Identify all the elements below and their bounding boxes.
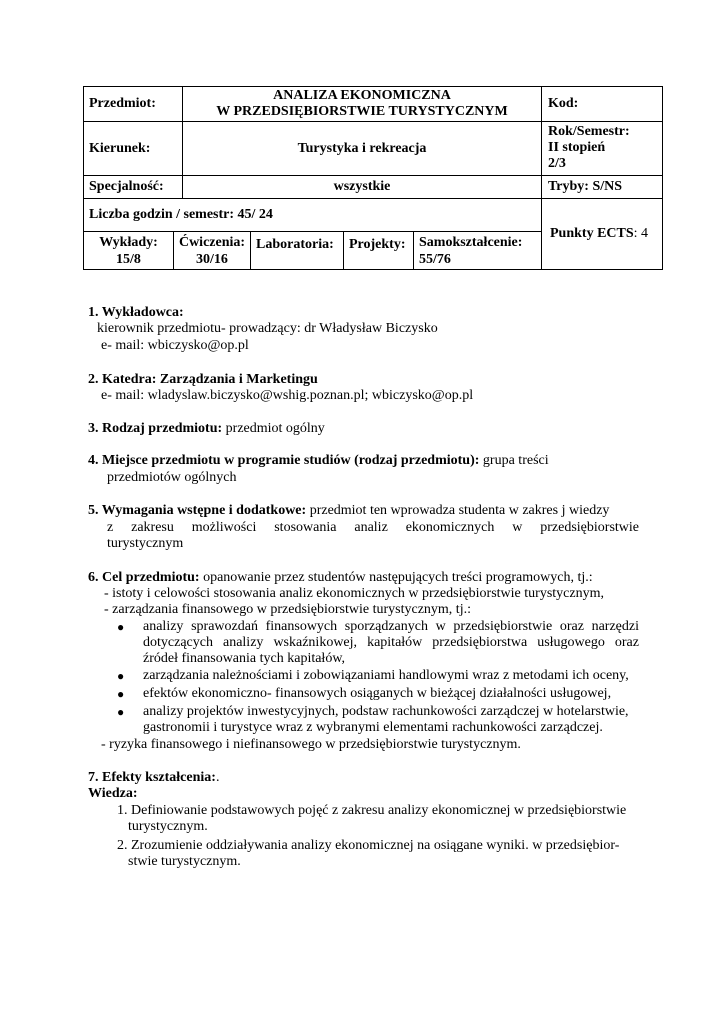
section-6-dash-1: - istoty i celowości stosowania analiz ekonomicznych w przedsiębiorstwie turystycznym, (104, 586, 604, 601)
section-7 (88, 770, 219, 786)
year-semester-value: 2/3 (548, 156, 566, 171)
section-6-bullet-1-line-1: analizy sprawozdań finansowych sporządzanych w przedsiębiorstwie oraz narzędzi (143, 619, 639, 634)
specialty-value: wszystkie (333, 179, 391, 194)
subject-title-line2: W PRZEDSIĘBIORSTWIE TURYSTYCZNYM (216, 104, 508, 119)
section-4-title: 4. Miejsce przedmiotu w programie studiów (rodzaj przedmiotu): (88, 453, 480, 468)
study-modes: Tryby: S/NS (548, 179, 623, 194)
section-4 (88, 453, 549, 469)
lectures-value: 15/8 (116, 252, 141, 267)
outcome-1-line-2: turystycznym. (128, 819, 208, 834)
section-5 (88, 503, 609, 519)
section-6-bullet-3: efektów ekonomiczno- finansowych osiąganych w bieżącej działalności usługowej, (143, 686, 612, 701)
ects-label: Punkty ECTS (550, 226, 634, 241)
outcome-1-line-1: 1. Definiowanie podstawowych pojęć z zakresu analizy ekonomicznej w przedsiębiorstwie (117, 803, 627, 818)
section-6-bullet-4-line-2: gastronomii i turystyce wraz z wybranymi elementami rachunkowości zarządczej. (143, 720, 603, 735)
outcome-2-line-1: 2. Zrozumienie oddziaływania analizy ekonomicznej na osiągane wyniki. w przedsiębior- (117, 838, 620, 853)
exercises-label: Ćwiczenia: (178, 235, 246, 250)
bullet-icon: ● (117, 705, 125, 719)
section-6-bullet-4-line-1: analizy projektów inwestycyjnych, podstaw rachunkowości zarządczej w hotelarstwie, (143, 704, 629, 719)
lectures-label: Wykłady: (99, 235, 158, 250)
direction-label: Kierunek: (89, 141, 151, 156)
selfstudy-value: 55/76 (419, 252, 451, 267)
year-semester-label: Rok/Semestr: (548, 124, 630, 139)
bullet-icon: ● (117, 687, 125, 701)
section-6-bullet-2: zarządzania należnościami i zobowiązaniami handlowymi wraz z metodami ich oceny, (143, 668, 629, 683)
section-1-email: e- mail: wbiczysko@op.pl (101, 338, 249, 353)
section-6 (88, 570, 593, 586)
section-5-title: 5. Wymagania wstępne i dodatkowe: (88, 503, 307, 518)
bullet-icon: ● (117, 620, 125, 634)
section-6-bullet-1-line-3: źródeł finansowania tych kapitałów, (143, 651, 346, 666)
section-5-value: przedmiot ten wprowadza studenta w zakres j wiedzy (309, 503, 610, 518)
section-7-period: . (215, 770, 220, 785)
selfstudy-label: Samokształcenie: (419, 235, 523, 250)
outcome-2-line-2: stwie turystycznym. (128, 854, 241, 869)
section-7-title: 7. Efekty kształcenia: (88, 770, 216, 785)
section-4-value: grupa treści (482, 453, 549, 468)
section-2-email: e- mail: wladyslaw.biczysko@wshig.poznan.pl; wbiczysko@op.pl (101, 388, 474, 403)
laboratory-label: Laboratoria: (256, 237, 334, 252)
code-label: Kod: (548, 96, 579, 111)
direction-value: Turystyka i rekreacja (297, 141, 427, 156)
ects-points (550, 226, 648, 242)
course-header-table (83, 86, 663, 270)
section-6-dash-3: - ryzyka finansowego i niefinansowego w przedsiębiorstwie turystycznym. (101, 737, 521, 752)
section-6-title: 6. Cel przedmiotu: (88, 570, 200, 585)
section-3-value: przedmiot ogólny (225, 421, 325, 436)
section-1-title: 1. Wykładowca: (88, 305, 184, 320)
section-3-title: 3. Rodzaj przedmiotu: (88, 421, 223, 436)
section-5-line-2: z zakresu możliwości stosowania analiz ekonomicznych w przedsiębiorstwie (107, 520, 639, 535)
hours-label: Liczba godzin / semestr: 45/ 24 (89, 207, 273, 222)
section-7-knowledge-heading: Wiedza: (88, 786, 138, 801)
section-6-value: opanowanie przez studentów następujących treści programowych, tj.: (203, 570, 593, 585)
exercises-value: 30/16 (196, 252, 228, 267)
section-1-line-1: kierownik przedmiotu- prowadzący: dr Władysław Biczysko (97, 321, 438, 336)
subject-label: Przedmiot: (89, 96, 156, 111)
section-6-dash-2: - zarządzania finansowego w przedsiębiorstwie turystycznym, tj.: (104, 602, 471, 617)
section-4-continuation: przedmiotów ogólnych (107, 470, 237, 485)
year-level: II stopień (548, 140, 606, 155)
projects-label: Projekty: (349, 237, 406, 252)
section-2-title: 2. Katedra: Zarządzania i Marketingu (88, 372, 318, 387)
section-3 (88, 421, 325, 437)
section-5-line-3: turystycznym (107, 536, 184, 551)
specialty-label: Specjalność: (89, 179, 164, 194)
bullet-icon: ● (117, 669, 125, 683)
ects-value: : 4 (633, 226, 649, 241)
subject-title-line1: ANALIZA EKONOMICZNA (273, 88, 451, 103)
section-6-bullet-1-line-2: dotyczących analizy wskaźnikowej, kapitałów przedsiębiorstwa usługowego oraz (143, 635, 639, 650)
